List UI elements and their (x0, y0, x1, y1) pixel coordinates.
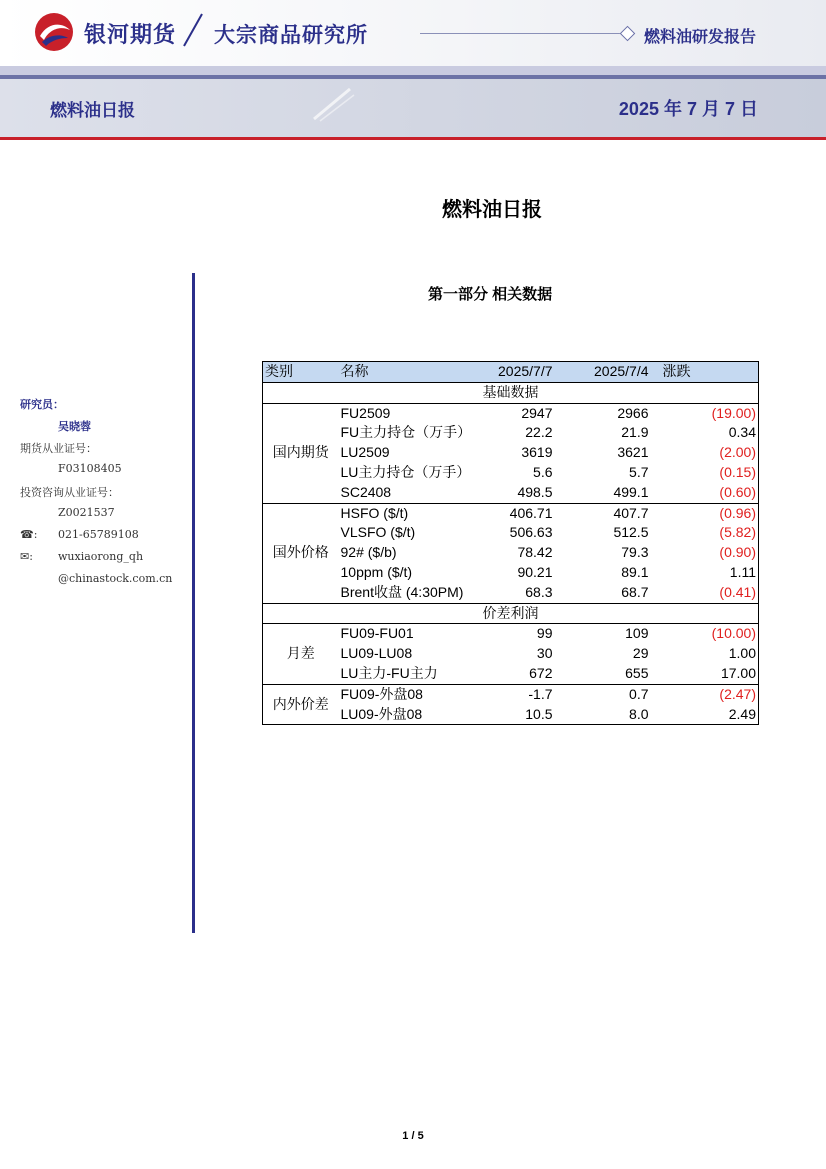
value-cell: 90.21 (517, 563, 553, 580)
name-cell: LU主力-FU主力 (340, 664, 438, 681)
page-title: 燃料油日报 (442, 199, 542, 221)
change-cell: (0.90) (719, 544, 756, 561)
header-rule (420, 33, 620, 34)
change-cell: (0.41) (719, 583, 756, 600)
name-cell: FU09-外盘08 (339, 684, 479, 704)
researcher-name: 吴晓蓉 (58, 420, 91, 433)
name-cell: Brent收盘 (4:30PM) (340, 583, 464, 600)
phone-number: 021-65789108 (58, 528, 139, 541)
table-section-row (263, 603, 759, 624)
pen-decoration-icon (300, 83, 360, 123)
change-cell: (10.00) (711, 625, 756, 642)
category-cell: 国外价格 (263, 503, 339, 603)
value-cell: 2966 (617, 404, 649, 421)
report-type: 燃料油研发报告 (644, 29, 757, 46)
table-header-row (263, 362, 759, 383)
futures-license-label: 期货从业证号： (20, 442, 97, 455)
value-cell: 30 (536, 645, 553, 662)
table-row (263, 503, 759, 523)
value-cell: 0.7 (555, 684, 651, 704)
change-cell: (2.00) (719, 444, 756, 461)
column-header: 名称 (339, 362, 479, 383)
column-header: 2025/7/7 (479, 362, 555, 383)
researcher-label: 研究员： (20, 398, 64, 411)
email-icon: ✉: (20, 550, 33, 563)
value-cell: 5.7 (629, 463, 649, 480)
page-number: 1 / 5 (402, 1130, 424, 1142)
table-row (263, 624, 759, 644)
table-section-row (263, 382, 759, 403)
value-cell: 99 (536, 625, 553, 642)
value-cell: 3621 (617, 444, 649, 461)
change-cell: (0.60) (719, 483, 756, 500)
value-cell: 672 (529, 664, 553, 681)
name-cell: LU主力持仓（万手） (340, 463, 471, 480)
name-cell: LU2509 (340, 444, 390, 461)
category-cell: 月差 (286, 645, 315, 662)
header-stripe (0, 66, 826, 75)
name-cell: 10ppm ($/t) (340, 563, 413, 580)
value-cell: 22.2 (525, 424, 553, 441)
value-cell: 109 (625, 625, 649, 642)
value-cell: 499.1 (613, 483, 649, 500)
value-cell: 8.0 (629, 705, 649, 722)
name-cell: 92# ($/b) (340, 544, 397, 561)
change-cell: (0.15) (719, 463, 756, 480)
value-cell: 512.5 (613, 524, 649, 541)
name-cell: LU09-外盘08 (340, 705, 423, 722)
change-cell: (5.82) (719, 524, 756, 541)
change-cell: (19.00) (711, 404, 756, 421)
value-cell: -1.7 (479, 684, 555, 704)
column-header: 2025/7/4 (555, 362, 651, 383)
value-cell: 78.42 (517, 544, 553, 561)
header-red-rule (0, 137, 826, 140)
category-cell: 内外价差 (263, 684, 339, 725)
value-cell: 68.3 (525, 583, 553, 600)
value-cell: 506.63 (509, 524, 553, 541)
column-header: 涨跌 (651, 362, 759, 383)
value-cell: 68.7 (621, 583, 649, 600)
value-cell: 89.1 (621, 563, 649, 580)
sidebar-divider (192, 273, 195, 933)
change-cell: 1.11 (729, 563, 756, 580)
name-cell: LU09-LU08 (340, 645, 413, 662)
name-cell: VLSFO ($/t) (340, 524, 416, 541)
report-date: 2025 年 7 月 7 日 (618, 99, 758, 119)
report-subtitle: 燃料油日报 (50, 101, 135, 120)
value-cell: 21.9 (621, 424, 649, 441)
name-cell: FU主力持仓（万手） (340, 424, 472, 441)
value-cell: 10.5 (525, 705, 553, 722)
value-cell: 655 (625, 664, 649, 681)
name-cell: SC2408 (340, 483, 392, 500)
galaxy-logo-icon (34, 12, 74, 52)
change-cell: (2.47) (651, 684, 759, 704)
change-cell: 17.00 (720, 664, 756, 681)
value-cell: 2947 (521, 404, 553, 421)
column-header: 类别 (263, 362, 339, 383)
table-row (263, 403, 759, 423)
change-cell: 0.34 (728, 424, 756, 441)
email-domain: @chinastock.com.cn (58, 572, 173, 585)
advisory-license: Z0021537 (58, 506, 115, 519)
value-cell: 5.6 (533, 463, 553, 480)
change-cell: (0.96) (651, 503, 759, 523)
brand-name: 银河期货 (84, 22, 177, 47)
change-cell: 2.49 (728, 705, 756, 722)
futures-license: F03108405 (58, 462, 122, 475)
section-title: 第一部分 相关数据 (428, 286, 553, 303)
category-cell: 国内期货 (272, 444, 329, 461)
value-cell: 498.5 (517, 483, 553, 500)
advisory-license-label: 投资咨询从业证号： (20, 486, 119, 499)
phone-icon: ☎: (20, 528, 38, 541)
value-cell: 3619 (521, 444, 553, 461)
value-cell: 79.3 (621, 544, 649, 561)
change-cell: 1.00 (728, 645, 756, 662)
divider-slash-icon (180, 12, 206, 48)
value-cell: 407.7 (555, 503, 651, 523)
section-label: 基础数据 (263, 382, 759, 403)
data-table (262, 361, 759, 725)
name-cell: HSFO ($/t) (339, 503, 479, 523)
value-cell: 29 (632, 645, 649, 662)
section-label: 价差利润 (263, 603, 759, 624)
email-user: wuxiaorong_qh (58, 550, 144, 563)
name-cell: FU09-FU01 (340, 625, 414, 642)
table-row (263, 684, 759, 704)
institute-name: 大宗商品研究所 (214, 24, 368, 47)
name-cell: FU2509 (340, 404, 391, 421)
value-cell: 406.71 (479, 503, 555, 523)
